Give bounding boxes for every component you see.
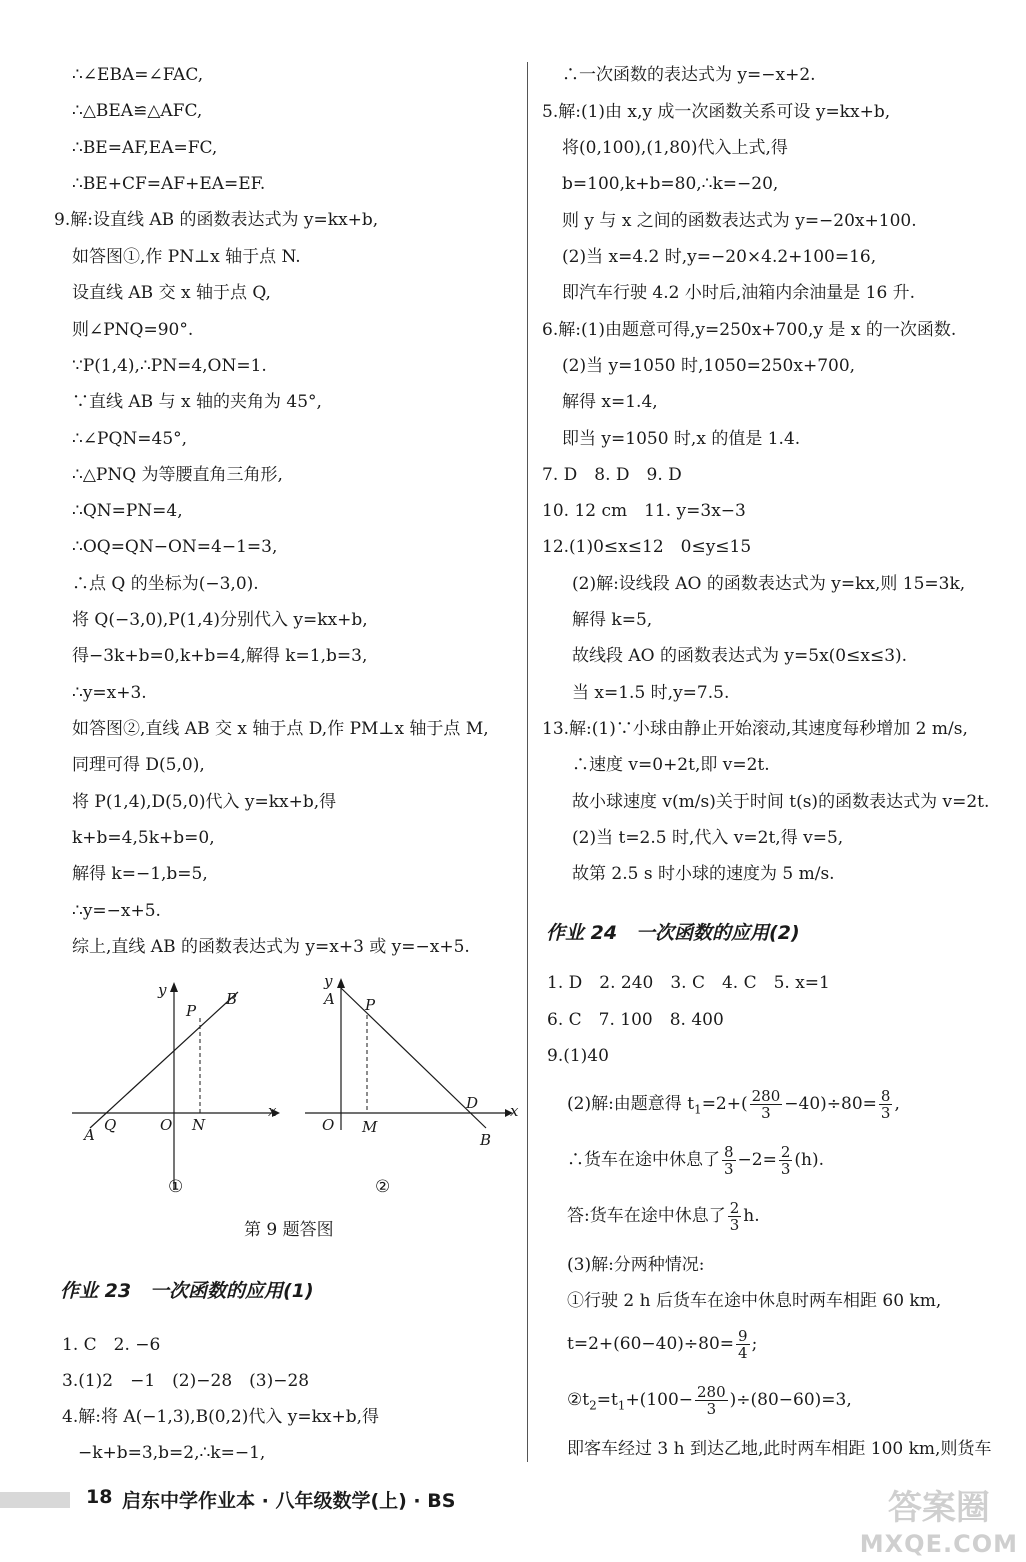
text-line: 9.(1)40 [547, 1046, 609, 1066]
text-line: b=100,k+b=80,∴k=−20, [562, 174, 779, 194]
fraction: $\frac{280}{3}$ [697, 1383, 726, 1418]
fig2-b-label: B [480, 1131, 492, 1149]
text-line: 则 y 与 x 之间的函数表达式为 y=−20x+100. [562, 211, 917, 231]
text-line: 9.解:设直线 AB 的函数表达式为 y=kx+b, [54, 210, 379, 230]
text-line: 6.解:(1)由题意可得,y=250x+700,y 是 x 的一次函数. [542, 320, 957, 340]
text-part: =t [596, 1390, 618, 1410]
text-part: )÷(80−60)=3, [729, 1390, 852, 1410]
text-line: (2)当 y=1050 时,1050=250x+700, [562, 356, 856, 376]
text-line: 6. C 7. 100 8. 400 [547, 1010, 724, 1030]
watermark-url: MXQE.COM [859, 1530, 1018, 1558]
text-part: −2= [737, 1150, 777, 1170]
text-part: t=2+(60−40)÷80= [567, 1334, 735, 1354]
text-line: −k+b=3,b=2,∴k=−1, [78, 1443, 266, 1463]
text-line: 故小球速度 v(m/s)关于时间 t(s)的函数表达式为 v=2t. [572, 792, 990, 812]
text-line: ∴∠EBA=∠FAC, [72, 65, 204, 85]
math-line-rest [567, 1142, 824, 1178]
text-part: ∴货车在途中休息了 [567, 1150, 720, 1170]
fraction: $\frac{2}{3}$ [729, 1199, 740, 1234]
fig1-p-label: P [186, 1002, 197, 1020]
text-line: 7. D 8. D 9. D [542, 465, 682, 485]
text-line: 5.解:(1)由 x,y 成一次函数关系可设 y=kx+b, [542, 102, 891, 122]
text-line: 将 Q(−3,0),P(1,4)分别代入 y=kx+b, [72, 610, 368, 630]
fig2-d-label: D [466, 1094, 479, 1112]
text-line: 则∠PNQ=90°. [72, 320, 194, 340]
fig1-b-label: B [226, 990, 238, 1008]
text-line: 4.解:将 A(−1,3),B(0,2)代入 y=kx+b,得 [62, 1407, 380, 1427]
text-part: +(100− [625, 1390, 694, 1410]
subscript: 1 [617, 1398, 626, 1413]
fig2-m-label: M [362, 1118, 378, 1136]
text-line: ∴点 Q 的坐标为(−3,0). [72, 574, 259, 594]
y-axis-arrow [170, 982, 178, 992]
fig2-p-label: P [365, 996, 376, 1014]
text-line: 解得 k=5, [572, 610, 653, 630]
math-line-case2 [567, 1382, 852, 1423]
text-part: h. [743, 1206, 760, 1226]
text-line: 12.(1)0≤x≤12 0≤y≤15 [542, 537, 752, 557]
fig2-a-label: A [324, 990, 335, 1008]
watermark-text: 答案圈 [887, 1488, 990, 1528]
text-line: 将(0,100),(1,80)代入上式,得 [562, 138, 788, 158]
text-line: 将 P(1,4),D(5,0)代入 y=kx+b,得 [72, 792, 337, 812]
text-line: (2)解:设线段 AO 的函数表达式为 y=kx,则 15=3k, [572, 574, 966, 594]
text-line: 当 x=1.5 时,y=7.5. [572, 683, 730, 703]
fraction: $\frac{8}{3}$ [880, 1087, 891, 1122]
text-part: (2)解:由题意得 t [567, 1094, 695, 1114]
math-line-answer [567, 1198, 760, 1234]
text-line: 如答图②,直线 AB 交 x 轴于点 D,作 PM⊥x 轴于点 M, [72, 719, 489, 739]
text-line: k+b=4,5k+b=0, [72, 828, 215, 848]
text-part: ②t [567, 1390, 590, 1410]
text-part: ; [751, 1334, 758, 1354]
text-line: 即汽车行驶 4.2 小时后,油箱内余油量是 16 升. [562, 283, 916, 303]
text-line: 同理可得 D(5,0), [72, 755, 205, 775]
fraction: $\frac{280}{3}$ [751, 1087, 781, 1122]
text-line: 如答图①,作 PN⊥x 轴于点 N. [72, 247, 301, 267]
text-line: 解得 k=−1,b=5, [72, 864, 208, 884]
figure-2 [305, 972, 519, 1197]
text-part: (h). [794, 1150, 825, 1170]
line-ab [341, 988, 486, 1128]
text-line: ∴速度 v=0+2t,即 v=2t. [572, 755, 770, 775]
footer-bar [0, 1492, 70, 1508]
page-number: 18 [86, 1486, 113, 1508]
math-line-9-3: (3)解:分两种情况: [567, 1255, 705, 1275]
y-axis-arrow [337, 978, 345, 988]
text-line: ∴y=−x+5. [72, 901, 161, 921]
figure-1 [72, 981, 280, 1197]
text-line: ∴一次函数的表达式为 y=−x+2. [562, 65, 816, 85]
figure-caption: 第 9 题答图 [244, 1220, 334, 1240]
text-part: −40)÷80= [784, 1094, 877, 1114]
text-part: 答:货车在途中休息了 [567, 1206, 726, 1226]
text-line: ∵P(1,4),∴PN=4,ON=1. [72, 356, 267, 376]
subscript: 2 [589, 1398, 597, 1413]
fig1-q-label: Q [104, 1116, 117, 1134]
fig1-a-label: A [84, 1126, 95, 1144]
text-line: ∵直线 AB 与 x 轴的夹角为 45°, [72, 392, 322, 412]
text-line: ∴y=x+3. [72, 683, 147, 703]
subscript: 1 [694, 1102, 702, 1117]
fig1-x-label: x [268, 1102, 277, 1120]
fig2-caption-label: ② [375, 1177, 391, 1197]
line-ab [90, 992, 238, 1128]
book-title: 启东中学作业本 · 八年级数学(上) · BS [122, 1490, 456, 1512]
text-line: ∴QN=PN=4, [72, 501, 183, 521]
fraction: $\frac{2}{3}$ [780, 1143, 791, 1178]
math-line-9-2 [567, 1086, 900, 1127]
text-line: 10. 12 cm 11. y=3x−3 [542, 501, 746, 521]
text-line: 设直线 AB 交 x 轴于点 Q, [72, 283, 271, 303]
math-line-case1: ①行驶 2 h 后货车在途中休息时两车相距 60 km, [567, 1291, 942, 1311]
text-line: ∴OQ=QN−ON=4−1=3, [72, 537, 278, 557]
fig1-n-label: N [192, 1116, 206, 1134]
fig2-o-label: O [322, 1116, 335, 1134]
fig1-o-label: O [160, 1116, 173, 1134]
text-line: 得−3k+b=0,k+b=4,解得 k=1,b=3, [72, 646, 368, 666]
fig1-caption-label: ① [168, 1177, 184, 1197]
fig1-y-label: y [158, 981, 167, 999]
figure-9-answer [60, 970, 520, 1230]
section-24-title: 作业 24 一次函数的应用(2) [546, 922, 800, 944]
text-line: ∴BE+CF=AF+EA=EF. [72, 174, 266, 194]
text-line: ∴△BEA≌△AFC, [72, 101, 203, 121]
fig2-y-label: y [324, 972, 333, 990]
text-line: 1. C 2. −6 [62, 1335, 161, 1355]
text-line: 1. D 2. 240 3. C 4. C 5. x=1 [547, 973, 830, 993]
math-line-last: 即客车经过 3 h 到达乙地,此时两车相距 100 km,则货车 [567, 1439, 992, 1459]
text-line: 解得 x=1.4, [562, 392, 658, 412]
text-line: ∴△PNQ 为等腰直角三角形, [72, 465, 283, 485]
fraction: $\frac{8}{3}$ [724, 1143, 734, 1178]
text-line: (2)当 t=2.5 时,代入 v=2t,得 v=5, [572, 828, 844, 848]
text-line: 综上,直线 AB 的函数表达式为 y=x+3 或 y=−x+5. [72, 937, 470, 957]
text-line: ∴BE=AF,EA=FC, [72, 138, 218, 158]
watermark-logo [860, 1490, 1018, 1562]
column-divider [527, 62, 528, 1462]
text-line: (2)当 x=4.2 时,y=−20×4.2+100=16, [562, 247, 877, 267]
math-line-case1-t [567, 1326, 757, 1362]
text-line: 故第 2.5 s 时小球的速度为 5 m/s. [572, 864, 835, 884]
section-23-title: 作业 23 一次函数的应用(1) [60, 1280, 314, 1302]
text-part: =2+( [701, 1094, 748, 1114]
text-line: 3.(1)2 −1 (2)−28 (3)−28 [62, 1371, 310, 1391]
fraction: $\frac{9}{4}$ [738, 1327, 748, 1362]
text-line: 故线段 AO 的函数表达式为 y=5x(0≤x≤3). [572, 646, 908, 666]
text-part: , [894, 1094, 900, 1114]
text-line: ∴∠PQN=45°, [72, 429, 188, 449]
text-line: 即当 y=1050 时,x 的值是 1.4. [562, 429, 801, 449]
text-line: 13.解:(1)∵小球由静止开始滚动,其速度每秒增加 2 m/s, [542, 719, 968, 739]
fig2-x-label: x [510, 1102, 519, 1120]
